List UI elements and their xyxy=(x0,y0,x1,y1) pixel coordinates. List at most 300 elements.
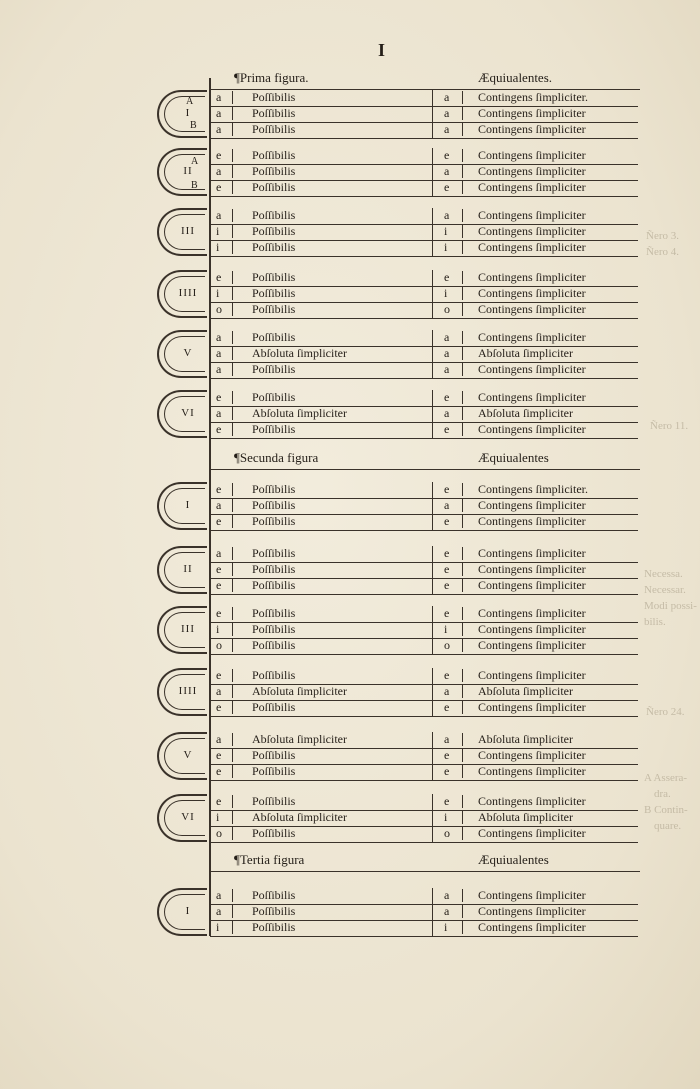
equivalent-mood-letter: o xyxy=(444,638,450,652)
column-rule xyxy=(462,423,463,436)
column-rule xyxy=(232,811,233,824)
equivalent-mode: Contingens ſimpliciter xyxy=(478,106,586,120)
sub-label: A xyxy=(186,96,194,107)
column-rule xyxy=(432,578,433,594)
proposition-mode: Poſſibilis xyxy=(252,330,296,344)
mood-letter: e xyxy=(216,148,222,162)
proposition-mode: Poſſibilis xyxy=(252,578,296,592)
mood-group xyxy=(0,604,700,656)
equivalent-mood-letter: a xyxy=(444,164,450,178)
mood-letter: a xyxy=(216,406,222,420)
column-rule xyxy=(432,514,433,530)
mood-letter: i xyxy=(216,920,220,934)
header-rule xyxy=(210,469,640,470)
proposition-mode: Poſſibilis xyxy=(252,826,296,840)
column-rule xyxy=(432,286,433,302)
table-row xyxy=(210,794,638,811)
column-rule xyxy=(462,181,463,194)
proposition-mode: Poſſibilis xyxy=(252,106,296,120)
equivalent-mode: Abſoluta ſimpliciter xyxy=(478,406,573,420)
mood-letter: e xyxy=(216,794,222,808)
mood-group xyxy=(0,146,700,198)
roman-numeral: V xyxy=(183,347,193,359)
table-row xyxy=(210,546,638,563)
mood-letter: a xyxy=(216,684,222,698)
ghost-mark: dra. xyxy=(654,788,671,800)
proposition-mode: Poſſibilis xyxy=(252,286,296,300)
table-row xyxy=(210,270,638,287)
column-rule xyxy=(232,607,233,620)
column-rule xyxy=(232,107,233,120)
column-rule xyxy=(462,749,463,762)
equivalent-mood-letter: a xyxy=(444,90,450,104)
equivalent-mode: Contingens ſimpliciter xyxy=(478,578,586,592)
figure-header xyxy=(210,850,640,872)
column-rule xyxy=(232,563,233,576)
proposition-mode: Poſſibilis xyxy=(252,794,296,808)
equivalent-mood-letter: e xyxy=(444,606,450,620)
mood-letter: e xyxy=(216,668,222,682)
equivalent-mood-letter: i xyxy=(444,920,448,934)
equivalent-mode: Contingens ſimpliciter xyxy=(478,270,586,284)
column-rule xyxy=(432,106,433,122)
mood-group xyxy=(0,328,700,380)
equivalent-mood-letter: e xyxy=(444,700,450,714)
mood-letter: e xyxy=(216,700,222,714)
column-rule xyxy=(432,302,433,318)
mood-letter: a xyxy=(216,362,222,376)
column-rule xyxy=(232,795,233,808)
table-row xyxy=(210,224,638,241)
column-rule xyxy=(232,303,233,316)
column-rule xyxy=(432,122,433,138)
equivalent-mode: Contingens ſimpliciter xyxy=(478,422,586,436)
equivalent-mood-letter: e xyxy=(444,794,450,808)
column-rule xyxy=(232,123,233,136)
column-rule xyxy=(462,827,463,840)
mood-letter: e xyxy=(216,748,222,762)
proposition-mode: Poſſibilis xyxy=(252,888,296,902)
equivalent-mode: Contingens ſimpliciter xyxy=(478,562,586,576)
ghost-mark: A Assera- xyxy=(644,772,688,784)
column-rule xyxy=(432,668,433,684)
table-row xyxy=(210,240,638,257)
column-rule xyxy=(232,149,233,162)
column-rule xyxy=(462,795,463,808)
ghost-mark: Necessa. xyxy=(644,568,683,580)
table-row xyxy=(210,700,638,717)
column-rule xyxy=(232,271,233,284)
column-rule xyxy=(432,498,433,514)
column-rule xyxy=(432,606,433,622)
equivalent-mood-letter: a xyxy=(444,732,450,746)
equivalents-heading: Æquiualentes xyxy=(478,450,549,465)
column-rule xyxy=(462,331,463,344)
sub-label: B xyxy=(191,180,198,191)
table-row xyxy=(210,904,638,921)
column-rule xyxy=(432,826,433,842)
equivalent-mood-letter: a xyxy=(444,362,450,376)
column-rule xyxy=(232,331,233,344)
equivalent-mood-letter: e xyxy=(444,482,450,496)
mood-letter: i xyxy=(216,622,220,636)
table-row xyxy=(210,330,638,347)
column-rule xyxy=(462,547,463,560)
mood-group xyxy=(0,886,700,938)
ghost-mark: Ñero 4. xyxy=(646,246,679,258)
mood-letter: e xyxy=(216,270,222,284)
equivalent-mood-letter: a xyxy=(444,208,450,222)
column-rule xyxy=(232,733,233,746)
column-rule xyxy=(432,638,433,654)
equivalent-mode: Contingens ſimpliciter xyxy=(478,700,586,714)
equivalent-mode: Contingens ſimpliciter xyxy=(478,286,586,300)
equivalent-mode: Contingens ſimpliciter xyxy=(478,514,586,528)
equivalent-mode: Contingens ſimpliciter xyxy=(478,904,586,918)
ghost-mark: bilis. xyxy=(644,616,666,628)
proposition-mode: Poſſibilis xyxy=(252,498,296,512)
proposition-mode: Poſſibilis xyxy=(252,546,296,560)
table-row xyxy=(210,362,638,379)
column-rule xyxy=(462,271,463,284)
column-rule xyxy=(462,209,463,222)
table-row xyxy=(210,180,638,197)
column-rule xyxy=(432,546,433,562)
column-rule xyxy=(462,685,463,698)
mood-group xyxy=(0,792,700,844)
proposition-mode: Poſſibilis xyxy=(252,622,296,636)
equivalent-mood-letter: a xyxy=(444,888,450,902)
column-rule xyxy=(432,362,433,378)
column-rule xyxy=(462,921,463,934)
proposition-mode: Poſſibilis xyxy=(252,422,296,436)
proposition-mode: Poſſibilis xyxy=(252,638,296,652)
mood-group xyxy=(0,268,700,320)
equivalent-mode: Abſoluta ſimpliciter xyxy=(478,684,573,698)
column-rule xyxy=(432,482,433,498)
column-rule xyxy=(462,701,463,714)
mood-group xyxy=(0,730,700,782)
equivalent-mode: Contingens ſimpliciter xyxy=(478,208,586,222)
proposition-mode: Poſſibilis xyxy=(252,562,296,576)
equivalent-mode: Contingens ſimpliciter xyxy=(478,330,586,344)
proposition-mode: Poſſibilis xyxy=(252,122,296,136)
ghost-mark: Modi possi- xyxy=(644,600,697,612)
proposition-mode: Abſoluta ſimpliciter xyxy=(252,346,347,360)
proposition-mode: Poſſibilis xyxy=(252,482,296,496)
figure-header xyxy=(210,68,640,90)
equivalent-mode: Contingens ſimpliciter xyxy=(478,794,586,808)
figure-title: ¶Tertia figura xyxy=(234,852,305,867)
table-row xyxy=(210,732,638,749)
column-rule xyxy=(232,407,233,420)
column-rule xyxy=(232,347,233,360)
column-rule xyxy=(462,669,463,682)
column-rule xyxy=(432,904,433,920)
mood-group xyxy=(0,206,700,258)
equivalent-mood-letter: e xyxy=(444,562,450,576)
equivalent-mood-letter: e xyxy=(444,180,450,194)
table-row xyxy=(210,422,638,439)
table-row xyxy=(210,498,638,515)
mood-letter: a xyxy=(216,90,222,104)
proposition-mode: Poſſibilis xyxy=(252,514,296,528)
column-rule xyxy=(232,483,233,496)
proposition-mode: Poſſibilis xyxy=(252,180,296,194)
proposition-mode: Abſoluta ſimpliciter xyxy=(252,684,347,698)
column-rule xyxy=(432,330,433,346)
column-rule xyxy=(232,363,233,376)
equivalent-mood-letter: i xyxy=(444,224,448,238)
ghost-mark: Ñero 24. xyxy=(646,706,685,718)
mood-letter: e xyxy=(216,482,222,496)
column-rule xyxy=(432,700,433,716)
equivalent-mode: Contingens ſimpliciter xyxy=(478,148,586,162)
proposition-mode: Poſſibilis xyxy=(252,302,296,316)
column-rule xyxy=(432,810,433,826)
column-rule xyxy=(232,765,233,778)
mood-group xyxy=(0,388,700,440)
mood-letter: a xyxy=(216,346,222,360)
mood-letter: a xyxy=(216,106,222,120)
column-rule xyxy=(462,149,463,162)
column-rule xyxy=(432,764,433,780)
column-rule xyxy=(232,391,233,404)
column-rule xyxy=(432,240,433,256)
mood-letter: e xyxy=(216,390,222,404)
column-rule xyxy=(462,107,463,120)
mood-letter: a xyxy=(216,904,222,918)
equivalent-mode: Contingens ſimpliciter xyxy=(478,390,586,404)
mood-letter: a xyxy=(216,732,222,746)
column-rule xyxy=(462,391,463,404)
equivalent-mode: Contingens ſimpliciter xyxy=(478,622,586,636)
column-rule xyxy=(432,732,433,748)
column-rule xyxy=(232,827,233,840)
column-rule xyxy=(462,347,463,360)
column-rule xyxy=(232,921,233,934)
equivalents-heading: Æquiualentes xyxy=(478,852,549,867)
equivalent-mood-letter: i xyxy=(444,286,448,300)
ghost-mark: quare. xyxy=(654,820,682,832)
equivalent-mood-letter: e xyxy=(444,270,450,284)
column-rule xyxy=(232,225,233,238)
column-rule xyxy=(462,225,463,238)
column-rule xyxy=(462,889,463,902)
column-rule xyxy=(462,579,463,592)
roman-numeral: IIII xyxy=(178,287,198,299)
column-rule xyxy=(232,515,233,528)
roman-numeral: VI xyxy=(181,811,195,823)
table-row xyxy=(210,122,638,139)
mood-letter: a xyxy=(216,888,222,902)
equivalent-mode: Contingens ſimpliciter xyxy=(478,638,586,652)
equivalent-mood-letter: o xyxy=(444,302,450,316)
sub-label: B xyxy=(190,120,197,131)
proposition-mode: Poſſibilis xyxy=(252,208,296,222)
figure-title: ¶Secunda figura xyxy=(234,450,319,465)
column-rule xyxy=(232,181,233,194)
mood-letter: a xyxy=(216,122,222,136)
table-row xyxy=(210,208,638,225)
column-rule xyxy=(462,123,463,136)
column-rule xyxy=(232,287,233,300)
equivalent-mode: Contingens ſimpliciter. xyxy=(478,90,588,104)
column-rule xyxy=(432,684,433,700)
mood-letter: e xyxy=(216,514,222,528)
equivalent-mode: Contingens ſimpliciter xyxy=(478,362,586,376)
equivalent-mood-letter: i xyxy=(444,810,448,824)
column-rule xyxy=(232,209,233,222)
proposition-mode: Poſſibilis xyxy=(252,240,296,254)
proposition-mode: Poſſibilis xyxy=(252,390,296,404)
mood-letter: e xyxy=(216,764,222,778)
equivalent-mood-letter: a xyxy=(444,106,450,120)
mood-letter: a xyxy=(216,208,222,222)
proposition-mode: Poſſibilis xyxy=(252,362,296,376)
table-row xyxy=(210,764,638,781)
proposition-mode: Poſſibilis xyxy=(252,748,296,762)
table-row xyxy=(210,622,638,639)
equivalent-mode: Contingens ſimpliciter xyxy=(478,240,586,254)
table-row xyxy=(210,826,638,843)
column-rule xyxy=(462,733,463,746)
equivalent-mode: Contingens ſimpliciter xyxy=(478,546,586,560)
column-rule xyxy=(432,748,433,764)
mood-group xyxy=(0,480,700,532)
column-rule xyxy=(232,423,233,436)
column-rule xyxy=(462,499,463,512)
proposition-mode: Poſſibilis xyxy=(252,224,296,238)
equivalent-mode: Abſoluta ſimpliciter xyxy=(478,810,573,824)
column-rule xyxy=(232,579,233,592)
column-rule xyxy=(462,241,463,254)
column-rule xyxy=(432,90,433,106)
column-rule xyxy=(232,905,233,918)
column-rule xyxy=(232,623,233,636)
column-rule xyxy=(432,622,433,638)
equivalent-mood-letter: e xyxy=(444,748,450,762)
proposition-mode: Poſſibilis xyxy=(252,920,296,934)
equivalent-mood-letter: i xyxy=(444,622,448,636)
roman-numeral: III xyxy=(181,225,195,237)
mood-letter: o xyxy=(216,826,222,840)
header-rule xyxy=(210,871,640,872)
column-rule xyxy=(232,669,233,682)
column-rule xyxy=(432,390,433,406)
column-rule xyxy=(462,607,463,620)
roman-numeral: III xyxy=(181,623,195,635)
equivalent-mode: Contingens ſimpliciter xyxy=(478,498,586,512)
proposition-mode: Poſſibilis xyxy=(252,764,296,778)
sub-label: A xyxy=(191,156,199,167)
figure-header xyxy=(210,448,640,470)
roman-numeral: IIII xyxy=(178,685,198,697)
equivalent-mode: Abſoluta ſimpliciter xyxy=(478,346,573,360)
table-row xyxy=(210,90,638,107)
equivalent-mood-letter: a xyxy=(444,346,450,360)
column-rule xyxy=(432,148,433,164)
equivalent-mood-letter: e xyxy=(444,546,450,560)
equivalent-mode: Contingens ſimpliciter xyxy=(478,224,586,238)
roman-numeral: II xyxy=(183,165,193,177)
table-row xyxy=(210,406,638,423)
column-rule xyxy=(432,562,433,578)
equivalent-mode: Contingens ſimpliciter xyxy=(478,748,586,762)
column-rule xyxy=(462,765,463,778)
table-row xyxy=(210,606,638,623)
equivalent-mood-letter: i xyxy=(444,240,448,254)
column-rule xyxy=(462,563,463,576)
column-rule xyxy=(432,888,433,904)
figure-title: ¶Prima figura. xyxy=(234,70,309,85)
proposition-mode: Poſſibilis xyxy=(252,668,296,682)
column-rule xyxy=(462,811,463,824)
column-rule xyxy=(432,794,433,810)
equivalents-heading: Æquiualentes. xyxy=(478,70,553,85)
table-row xyxy=(210,346,638,363)
column-rule xyxy=(462,483,463,496)
column-rule xyxy=(462,303,463,316)
table-row xyxy=(210,810,638,827)
column-rule xyxy=(432,224,433,240)
equivalent-mode: Contingens ſimpliciter xyxy=(478,668,586,682)
table-row xyxy=(210,514,638,531)
equivalent-mode: Contingens ſimpliciter xyxy=(478,920,586,934)
table-row xyxy=(210,684,638,701)
ghost-mark: Necessar. xyxy=(644,584,686,596)
proposition-mode: Poſſibilis xyxy=(252,606,296,620)
mood-group xyxy=(0,666,700,718)
equivalent-mood-letter: e xyxy=(444,578,450,592)
column-rule xyxy=(462,905,463,918)
equivalent-mood-letter: a xyxy=(444,406,450,420)
column-rule xyxy=(432,164,433,180)
mood-letter: i xyxy=(216,224,220,238)
ghost-mark: B Contin- xyxy=(644,804,688,816)
equivalent-mode: Contingens ſimpliciter xyxy=(478,302,586,316)
column-rule xyxy=(432,406,433,422)
column-rule xyxy=(462,363,463,376)
roman-numeral: II xyxy=(183,563,193,575)
ghost-mark: Ñero 11. xyxy=(650,420,689,432)
table-row xyxy=(210,748,638,765)
mood-letter: e xyxy=(216,562,222,576)
table-row xyxy=(210,302,638,319)
mood-group xyxy=(0,544,700,596)
table-row xyxy=(210,888,638,905)
table-row xyxy=(210,286,638,303)
equivalent-mode: Contingens ſimpliciter xyxy=(478,764,586,778)
mood-letter: i xyxy=(216,240,220,254)
column-rule xyxy=(232,749,233,762)
equivalent-mood-letter: a xyxy=(444,498,450,512)
proposition-mode: Poſſibilis xyxy=(252,700,296,714)
page-number: I xyxy=(378,40,386,60)
equivalent-mood-letter: e xyxy=(444,148,450,162)
equivalent-mood-letter: a xyxy=(444,330,450,344)
table-row xyxy=(210,668,638,685)
equivalent-mode: Contingens ſimpliciter xyxy=(478,888,586,902)
column-rule xyxy=(462,165,463,178)
column-rule xyxy=(432,270,433,286)
roman-numeral: I xyxy=(185,107,191,119)
roman-numeral: I xyxy=(185,499,191,511)
roman-numeral: V xyxy=(183,749,193,761)
equivalent-mood-letter: e xyxy=(444,422,450,436)
column-rule xyxy=(232,685,233,698)
equivalent-mode: Contingens ſimpliciter xyxy=(478,606,586,620)
